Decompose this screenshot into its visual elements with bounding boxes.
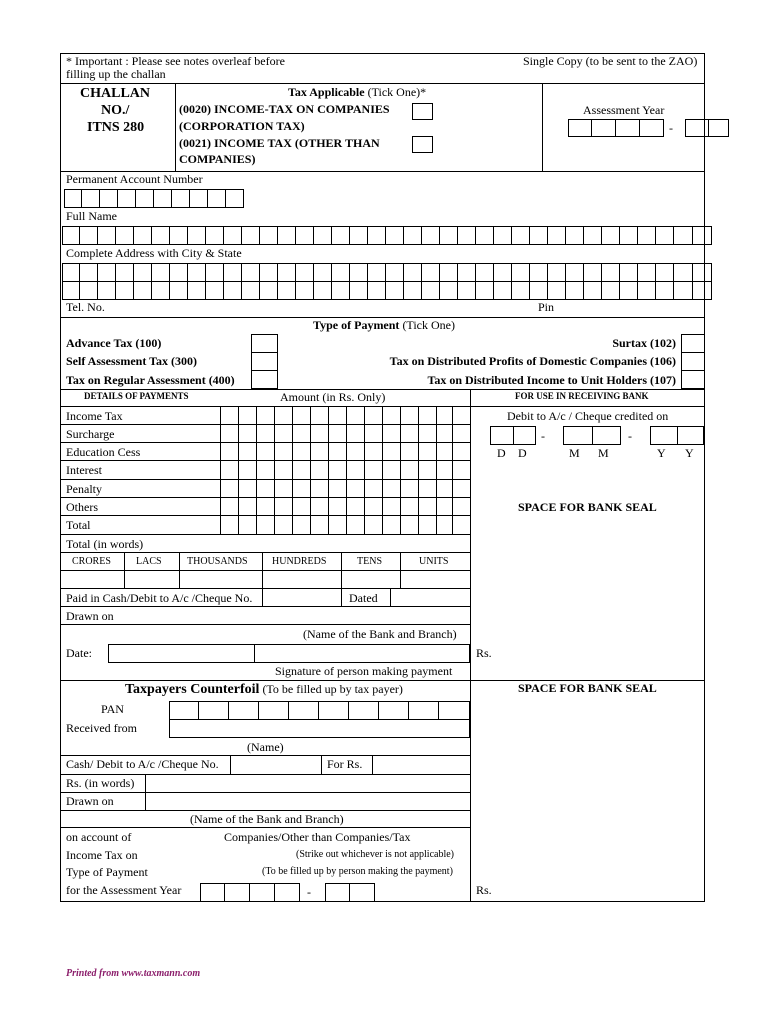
- debit-month[interactable]: [563, 426, 621, 445]
- surtax-label: Surtax (102): [612, 336, 676, 350]
- amount-heading: Amount (in Rs. Only): [280, 390, 386, 404]
- option-0021-checkbox[interactable]: [412, 136, 433, 153]
- receiving-bank-heading: FOR USE IN RECEIVING BANK: [515, 391, 649, 401]
- tax-applicable-heading: Tax Applicable (Tick One)*: [288, 85, 427, 99]
- distributed-profits-checkbox[interactable]: [681, 352, 705, 371]
- for-assessment-year-label: for the Assessment Year: [66, 883, 182, 897]
- type-of-payment-label: Type of Payment: [66, 865, 148, 879]
- unit-hundreds: HUNDREDS: [272, 556, 327, 567]
- row-penalty: Penalty: [66, 482, 102, 496]
- advance-tax-label: Advance Tax (100): [66, 336, 162, 350]
- option-0020-label: (0020) INCOME-TAX ON COMPANIES: [179, 102, 390, 116]
- self-assessment-checkbox[interactable]: [251, 352, 278, 371]
- tel-label: Tel. No.: [66, 300, 105, 314]
- debit-dash-2: -: [628, 429, 632, 443]
- option-0021-label: (0021) INCOME TAX (OTHER THAN: [179, 136, 380, 150]
- companies-note: Companies/Other than Companies/Tax: [224, 830, 411, 844]
- important-note: * Important : Please see notes overleaf before: [66, 54, 285, 68]
- row-total: Total: [66, 518, 91, 532]
- counterfoil-heading: Taxpayers Counterfoil (To be filled up by tax payer): [125, 682, 403, 697]
- important-note-2: filling up the challan: [66, 67, 166, 81]
- challan-no: NO./: [101, 103, 130, 118]
- debit-credited-label: Debit to A/c / Cheque credited on: [507, 409, 669, 423]
- option-0020-label-2: (CORPORATION TAX): [179, 119, 305, 133]
- pin-label: Pin: [538, 300, 555, 314]
- unit-lacs: LACS: [136, 556, 162, 567]
- full-name-cells[interactable]: [62, 226, 712, 245]
- unit-thousands: THOUSANDS: [187, 556, 248, 567]
- label-m1: M: [569, 446, 580, 460]
- single-copy-note: Single Copy (to be sent to the ZAO): [523, 54, 698, 68]
- income-tax-on-label: Income Tax on: [66, 848, 138, 862]
- strike-out-note: (Strike out whichever is not applicable): [296, 849, 455, 860]
- distributed-profits-label: Tax on Distributed Profits of Domestic Companies (106): [389, 354, 676, 368]
- signature-caption: Signature of person making payment: [275, 664, 453, 678]
- drawn-on-label: Drawn on: [66, 609, 114, 623]
- row-interest: Interest: [66, 463, 102, 477]
- label-d1: D: [497, 446, 506, 460]
- counterfoil-ay-from[interactable]: [200, 883, 300, 902]
- regular-assessment-checkbox[interactable]: [251, 370, 278, 389]
- counterfoil-bank-branch-caption: (Name of the Bank and Branch): [190, 812, 344, 826]
- option-0021-label-2: COMPANIES): [179, 152, 256, 166]
- assessment-year-label: Assessment Year: [583, 103, 665, 117]
- cash-debit-label: Cash/ Debit to A/c /Cheque No.: [66, 757, 219, 771]
- full-name-label: Full Name: [66, 209, 117, 223]
- distributed-income-label: Tax on Distributed Income to Unit Holders (107): [427, 373, 676, 387]
- bank-seal-space-2: SPACE FOR BANK SEAL: [518, 681, 657, 695]
- address-cells-row1[interactable]: [62, 263, 712, 282]
- counterfoil-rs-label: Rs.: [476, 883, 492, 897]
- debit-day[interactable]: [490, 426, 536, 445]
- label-y1: Y: [657, 446, 666, 460]
- address-cells-row2[interactable]: [62, 281, 712, 300]
- unit-crores: CRORES: [72, 556, 111, 567]
- challan-itns: ITNS 280: [87, 120, 145, 135]
- row-education-cess: Education Cess: [66, 445, 141, 459]
- label-d2: D: [518, 446, 527, 460]
- regular-assessment-label: Tax on Regular Assessment (400): [66, 373, 235, 387]
- for-rs-label: For Rs.: [327, 757, 363, 771]
- row-surcharge: Surcharge: [66, 427, 115, 441]
- rs-in-words-label: Rs. (in words): [66, 776, 135, 790]
- date-field[interactable]: [108, 644, 255, 663]
- details-rs-label: Rs.: [476, 646, 492, 660]
- on-account-label: on account of: [66, 830, 132, 844]
- counterfoil-drawn-on-label: Drawn on: [66, 794, 114, 808]
- option-0020-checkbox[interactable]: [412, 103, 433, 120]
- printed-from-footer: Printed from www.taxmann.com: [66, 968, 201, 979]
- counterfoil-pan-label: PAN: [101, 702, 124, 716]
- advance-tax-checkbox[interactable]: [251, 334, 278, 353]
- received-from-label: Received from: [66, 721, 137, 735]
- debit-dash-1: -: [541, 429, 545, 443]
- assessment-year-to[interactable]: [685, 119, 729, 137]
- paid-in-cash-label: Paid in Cash/Debit to A/c /Cheque No.: [66, 591, 253, 605]
- counterfoil-ay-to[interactable]: [325, 883, 375, 902]
- unit-units: UNITS: [419, 556, 449, 567]
- type-of-payment-heading: Type of Payment (Tick One): [313, 318, 455, 332]
- counterfoil-ay-dash: -: [307, 885, 311, 899]
- date-label: Date:: [66, 646, 92, 660]
- received-from-field[interactable]: [169, 719, 470, 738]
- unit-tens: TENS: [357, 556, 382, 567]
- challan-title: CHALLAN: [80, 86, 151, 101]
- pan-label: Permanent Account Number: [66, 172, 203, 186]
- label-m2: M: [598, 446, 609, 460]
- assessment-year-dash: -: [669, 121, 673, 135]
- address-label: Complete Address with City & State: [66, 246, 242, 260]
- bank-branch-caption: (Name of the Bank and Branch): [303, 627, 457, 641]
- total-in-words-label: Total (in words): [66, 537, 144, 551]
- pan-cells[interactable]: [64, 189, 244, 208]
- label-y2: Y: [685, 446, 694, 460]
- self-assessment-label: Self Assessment Tax (300): [66, 354, 198, 368]
- bank-seal-space: SPACE FOR BANK SEAL: [518, 500, 657, 514]
- surtax-checkbox[interactable]: [681, 334, 705, 353]
- name-caption: (Name): [247, 740, 284, 754]
- counterfoil-pan-cells[interactable]: [169, 701, 470, 720]
- row-income-tax: Income Tax: [66, 409, 123, 423]
- distributed-income-checkbox[interactable]: [681, 370, 705, 389]
- assessment-year-from[interactable]: [568, 119, 664, 137]
- dated-label: Dated: [349, 591, 378, 605]
- filled-by-note: (To be filled up by person making the payment): [262, 866, 453, 877]
- signature-field[interactable]: [254, 644, 470, 663]
- row-others: Others: [66, 500, 98, 514]
- details-heading: DETAILS OF PAYMENTS: [84, 391, 189, 401]
- debit-year[interactable]: [650, 426, 704, 445]
